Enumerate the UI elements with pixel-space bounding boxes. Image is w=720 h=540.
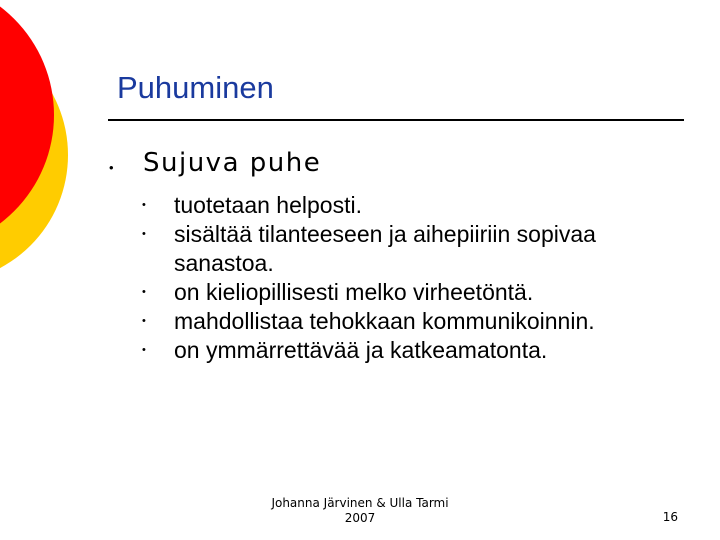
page-number: 16 bbox=[662, 510, 678, 524]
sub-point-item bbox=[142, 336, 662, 365]
sub-point-text: tuotetaan helposti. bbox=[174, 192, 362, 218]
sub-bullet-icon: • bbox=[142, 286, 146, 298]
sub-point-list bbox=[142, 191, 662, 365]
sub-bullet-icon: • bbox=[142, 228, 146, 240]
sub-point-item bbox=[142, 278, 662, 307]
sub-bullet-icon: • bbox=[142, 199, 146, 211]
sub-point-text: on ymmärrettävää ja katkeamatonta. bbox=[174, 337, 548, 363]
main-bullet-icon: • bbox=[109, 160, 114, 175]
sub-bullet-icon: • bbox=[142, 315, 146, 327]
sub-point-item bbox=[142, 220, 662, 278]
slide-title: Puhuminen bbox=[117, 70, 274, 105]
title-divider bbox=[108, 119, 684, 121]
footer-author: Johanna Järvinen & Ulla Tarmi bbox=[271, 496, 449, 510]
main-point: Sujuva puhe bbox=[143, 148, 322, 178]
footer-credit bbox=[240, 496, 480, 526]
sub-point-text: sisältää tilanteeseen ja aihepiiriin sopivaa sanastoa. bbox=[174, 221, 596, 276]
sub-point-item bbox=[142, 307, 662, 336]
sub-point-item bbox=[142, 191, 662, 220]
sub-bullet-icon: • bbox=[142, 344, 146, 356]
decorative-circles bbox=[0, 0, 90, 300]
sub-point-text: mahdollistaa tehokkaan kommunikoinnin. bbox=[174, 308, 595, 334]
sub-point-text: on kieliopillisesti melko virheetöntä. bbox=[174, 279, 534, 305]
footer-year: 2007 bbox=[344, 511, 376, 525]
